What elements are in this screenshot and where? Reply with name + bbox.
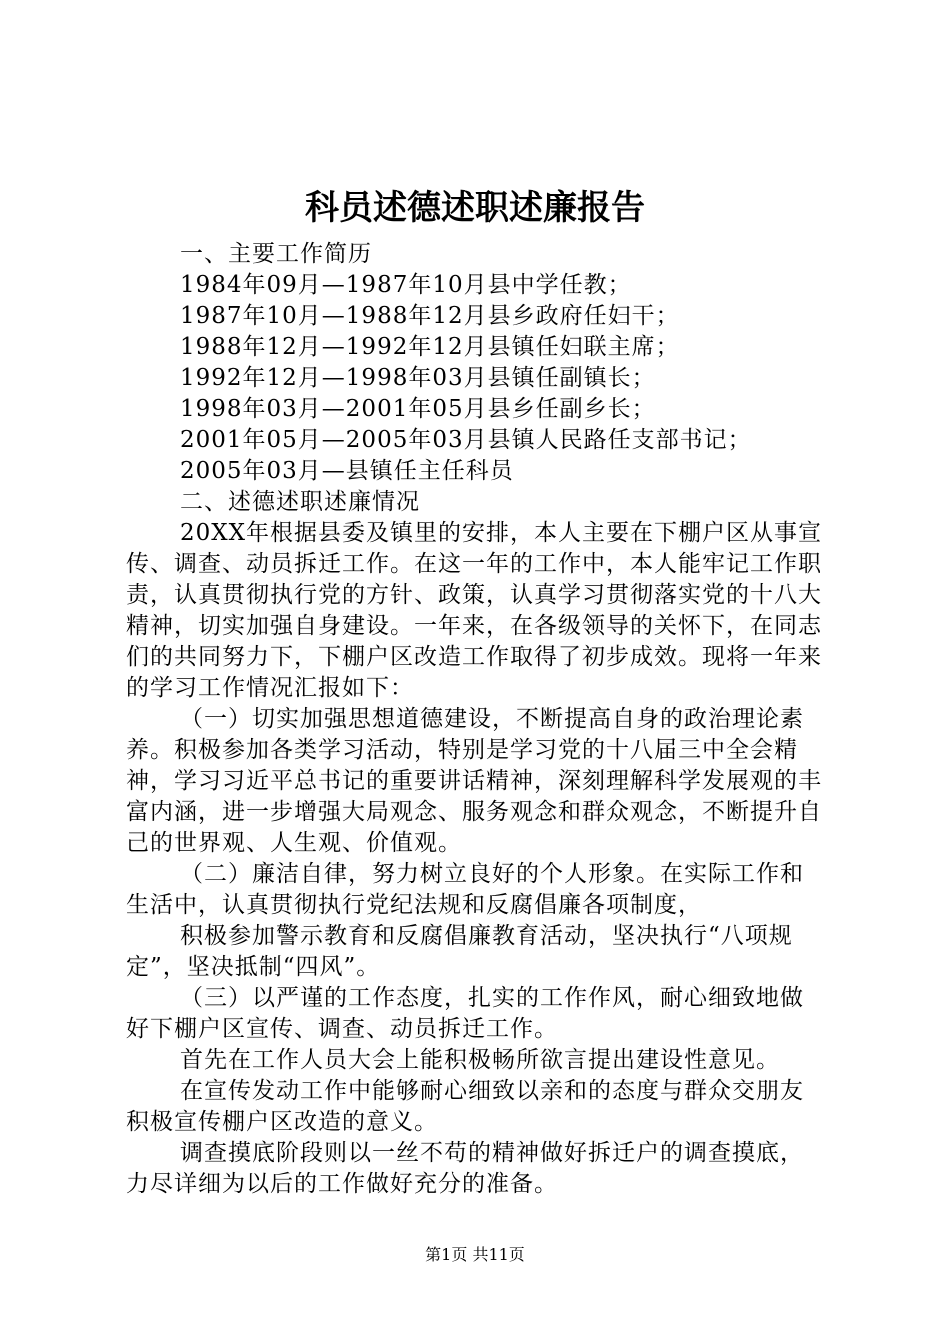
page-number-footer: 第1页 共11页 <box>425 1245 525 1264</box>
body-paragraph: （三）以严谨的工作态度，扎实的工作作风，耐心细致地做好下棚户区宣传、调查、动员拆迁工作。 <box>126 985 804 1042</box>
body-paragraph: 积极参加警示教育和反腐倡廉教育活动，坚决执行“八项规定”，坚决抵制“四风”。 <box>126 923 793 980</box>
resume-line: 2001年05月—2005年03月县镇人民路任支部书记； <box>180 427 752 453</box>
resume-line: 1987年10月—1988年12月县乡政府任妇干； <box>180 303 680 329</box>
body-paragraph: 20XX年根据县委及镇里的安排，本人主要在下棚户区从事宣传、调查、动员拆迁工作。在这一年的工作中，本人能牢记工作职责，认真贯彻执行党的方针、政策，认真学习贯彻落实党的十八大精神，切实加强自身建设。一年来，在各级领导的关怀下，在同志们的共同努力下，下棚户区改造工作取得了初步成效。现将一年来的学习工作情况汇报如下： <box>126 520 823 701</box>
document-body <box>126 239 826 1200</box>
body-paragraph: （一）切实加强思想道德建设，不断提高自身的政治理论素养。积极参加各类学习活动，特别是学习党的十八届三中全会精神，学习习近平总书记的重要讲话精神，深刻理解科学发展观的丰富内涵，进一步增强大局观念、服务观念和群众观念，不断提升自己的世界观、人生观、价值观。 <box>126 706 822 856</box>
body-paragraph: 在宣传发动工作中能够耐心细致以亲和的态度与群众交朋友积极宣传棚户区改造的意义。 <box>126 1078 804 1135</box>
section-heading: 一、主要工作简历 <box>180 241 372 267</box>
body-paragraph: （二）廉洁自律，努力树立良好的个人形象。在实际工作和生活中，认真贯彻执行党纪法规和反腐倡廉各项制度， <box>126 861 804 918</box>
resume-line: 1988年12月—1992年12月县镇任妇联主席； <box>180 334 680 360</box>
resume-line: 2005年03月—县镇任主任科员 <box>180 458 514 484</box>
resume-line: 1998年03月—2001年05月县乡任副乡长； <box>180 396 656 422</box>
resume-line: 1984年09月—1987年10月县中学任教； <box>180 272 632 298</box>
body-paragraph: 首先在工作人员大会上能积极畅所欲言提出建设性意见。 <box>180 1047 780 1073</box>
document-title: 科员述德述职述廉报告 <box>305 188 645 228</box>
body-paragraph: 调查摸底阶段则以一丝不苟的精神做好拆迁户的调查摸底，力尽详细为以后的工作做好充分的准备。 <box>126 1140 804 1197</box>
resume-line: 1992年12月—1998年03月县镇任副镇长； <box>180 365 656 391</box>
section-heading: 二、述德述职述廉情况 <box>180 489 420 515</box>
